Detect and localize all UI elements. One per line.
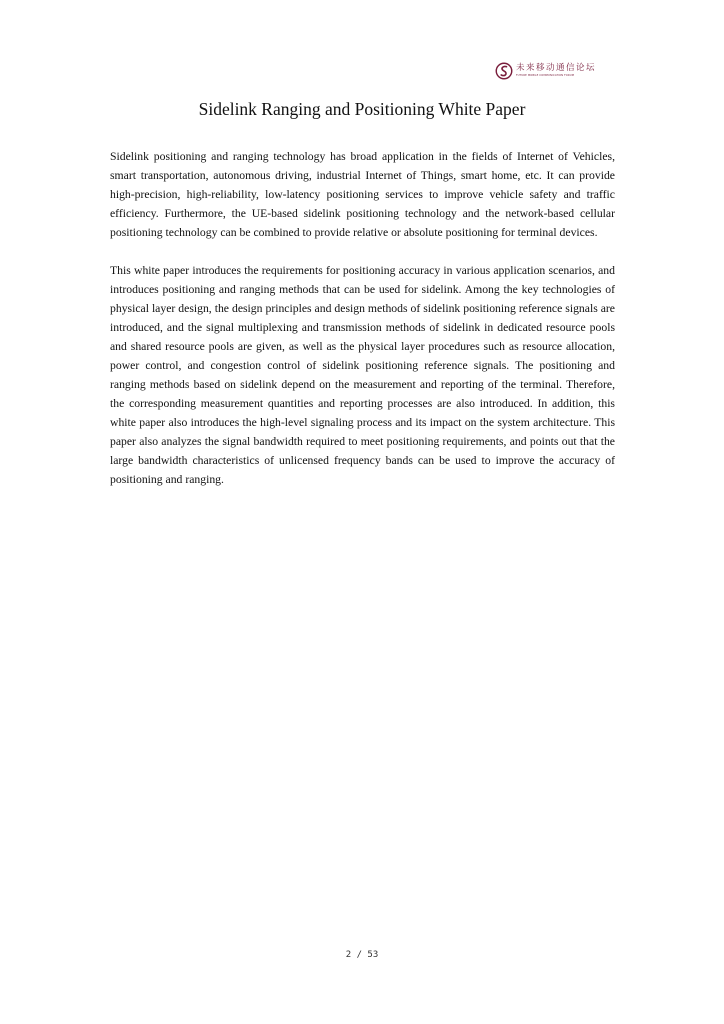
forum-logo bbox=[495, 60, 610, 82]
document-body bbox=[110, 147, 615, 489]
forum-logo-icon bbox=[495, 62, 513, 80]
body-paragraph: This white paper introduces the requirements for positioning accuracy in various application scenarios, and introduces positioning and ranging methods that can be used for sidelink. Among the key technologies of physical layer design, the design principles and design methods of sidelink positioning reference signals are introduced, and the signal multiplexing and transmission methods of sidelink in dedicated resource pools and shared resource pools are given, as well as the physical layer procedures such as resource allocation, power control, and congestion control of sidelink positioning reference signals. The positioning and ranging methods based on sidelink depend on the measurement and reporting of the terminal. Therefore, the corresponding measurement quantities and reporting processes are also introduced. In addition, this white paper also introduces the high-level signaling process and its impact on the system architecture. This paper also analyzes the signal bandwidth required to meet positioning requirements, and points out that the large bandwidth characteristics of unlicensed frequency bands can be used to improve the accuracy of positioning and ranging. bbox=[110, 264, 615, 486]
body-paragraph: Sidelink positioning and ranging technology has broad application in the fields of Internet of Vehicles, smart transportation, autonomous driving, industrial Internet of Things, smart home, etc. It can provide high-precision, high-reliability, low-latency positioning services to improve vehicle safety and traffic efficiency. Furthermore, the UE-based sidelink positioning technology and the network-based cellular positioning technology can be combined to provide relative or absolute positioning for terminal devices. bbox=[110, 150, 615, 239]
forum-logo-text bbox=[516, 64, 596, 77]
document-title: Sidelink Ranging and Positioning White Paper bbox=[198, 99, 526, 119]
forum-logo-english-name: FUTURE MOBILE COMMUNICATION FORUM bbox=[516, 73, 575, 77]
page-number: 2 / 53 bbox=[345, 950, 379, 960]
forum-logo-chinese-name: 未来移动通信论坛 bbox=[516, 63, 597, 74]
